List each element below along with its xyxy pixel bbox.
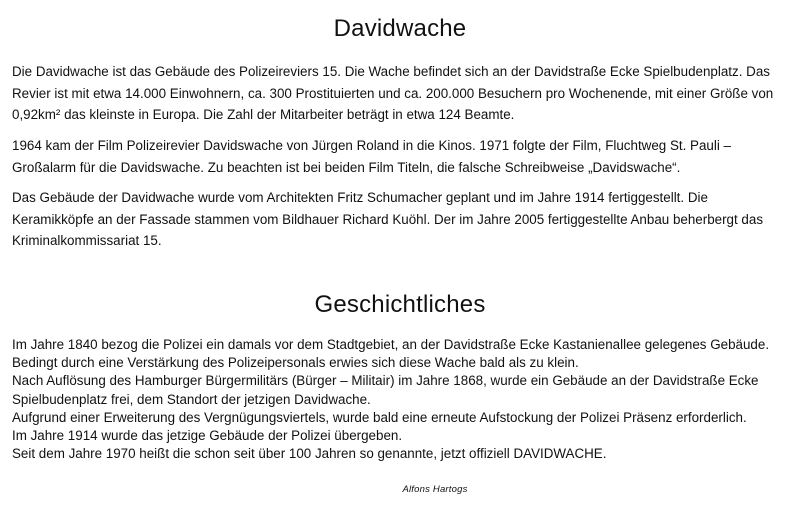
history-line: Nach Auflösung des Hamburger Bürgermilitärs (Bürger – Militair) im Jahre 1868, wurde ein Gebäude an der Davidstraße Ecke xyxy=(12,373,759,389)
history-line: Im Jahre 1914 wurde das jetzige Gebäude der Polizei übergeben. xyxy=(12,428,403,444)
history-line: Im Jahre 1840 bezog die Polizei ein damals vor dem Stadtgebiet, an der Davidstraße Ecke Kastanienallee gelegenes Gebäude. xyxy=(12,337,770,352)
author-signature: Alfons Hartogs xyxy=(402,484,468,495)
intro-paragraph: Die Davidwache ist das Gebäude des Polizeireviers 15. Die Wache befindet sich an der Davidstraße Ecke Spielbudenplatz. Das Revier ist mit etwa 14.000 Einwohnern, ca. 300 Prostituierten und ca. 200.000 Besuchern pro Wochenende, mit einer Größe von 0,92km² das kleinste in Europa. Die Zahl der Mitarbeiter beträgt in etwa 124 Beamte. xyxy=(12,64,774,122)
history-line: Bedingt durch eine Verstärkung des Polizeipersonals erwies sich diese Wache bald als zu klein. xyxy=(12,355,579,371)
page-title: Davidwache xyxy=(333,15,467,42)
building-paragraph: Das Gebäude der Davidwache wurde vom Architekten Fritz Schumacher geplant und im Jahre 1914 fertiggestellt. Die Keramikköpfe an der Fassade stammen vom Bildhauer Richard Kuöhl. Der im Jahre 2005 fertiggestellte Anbau beherbergt das Kriminalkommissariat 15. xyxy=(12,190,764,248)
history-line: Seit dem Jahre 1970 heißt die schon seit über 100 Jahren so genannte, jetzt offiziell DAVIDWACHE. xyxy=(12,446,607,462)
history-heading: Geschichtliches xyxy=(314,291,486,318)
film-paragraph: 1964 kam der Film Polizeirevier Davidswache von Jürgen Roland in die Kinos. 1971 folgte der Film, Fluchtweg St. Pauli – Großalarm für die Davidswache. Zu beachten ist bei beiden Film Titeln, die falsche Schreibweise „Davidswache“. xyxy=(12,138,731,175)
history-section xyxy=(12,336,792,463)
history-line: Spielbudenplatz frei, dem Standort der jetzigen Davidwache. xyxy=(12,391,371,407)
history-line: Aufgrund einer Erweiterung des Vergnügungsviertels, wurde bald eine erneute Aufstockung der Polizei Präsenz erforderlich. xyxy=(12,409,747,425)
